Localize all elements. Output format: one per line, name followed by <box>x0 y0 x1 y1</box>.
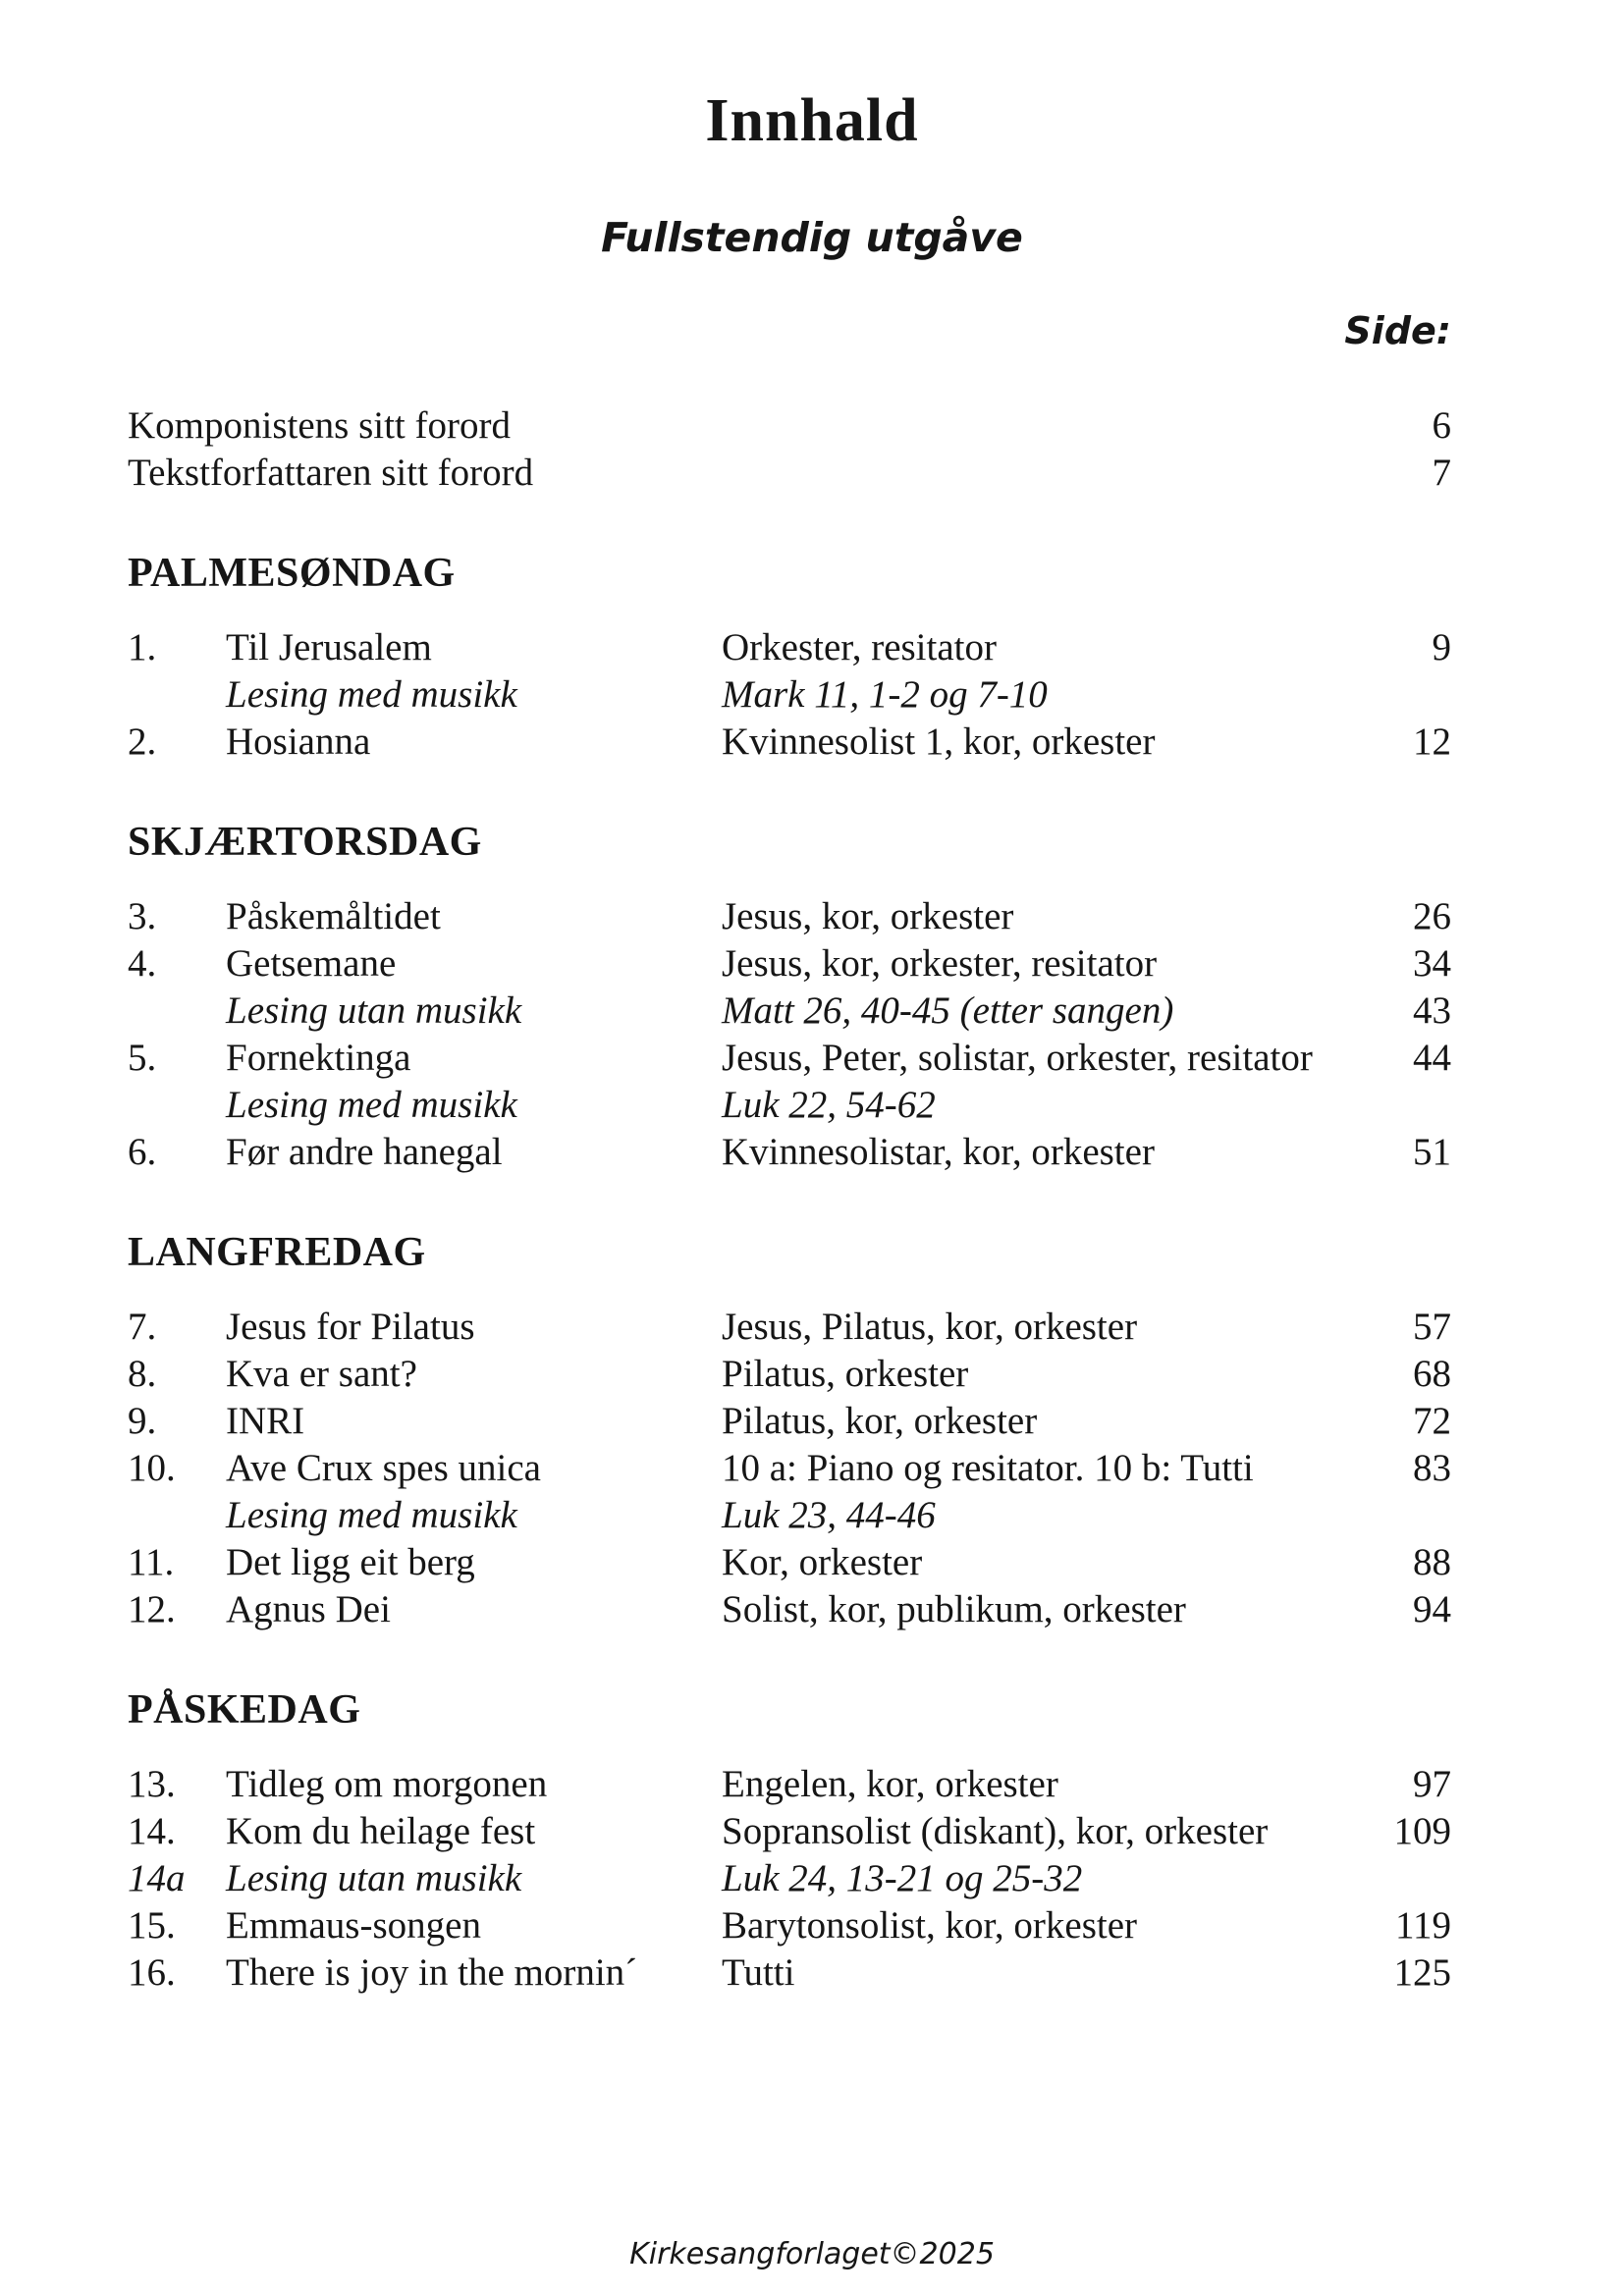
item-performers: Jesus, kor, orkester, resitator <box>722 942 1158 985</box>
toc-row <box>128 1445 1451 1492</box>
item-title: Getsemane <box>226 942 397 985</box>
toc-row <box>128 1492 1451 1539</box>
item-page: 83 <box>1413 1447 1451 1489</box>
item-page: 88 <box>1413 1541 1451 1583</box>
item-page: 72 <box>1413 1400 1451 1442</box>
item-page: 44 <box>1413 1037 1451 1079</box>
item-performers: Kvinnesolistar, kor, orkester <box>722 1131 1155 1173</box>
front-matter-list <box>128 402 1451 497</box>
item-performers: Kvinnesolist 1, kor, orkester <box>722 721 1156 763</box>
item-page <box>1363 1492 1451 1539</box>
item-performers: Orkester, resitator <box>722 626 997 668</box>
section-heading: PÅSKEDAG <box>128 1687 361 1733</box>
item-number: 10. <box>128 1447 176 1489</box>
item-title: Fornektinga <box>226 1037 411 1079</box>
item-number: 16. <box>128 1951 176 1994</box>
page-subtitle: Fullstendig utgåve <box>601 214 1023 261</box>
toc-row <box>128 1035 1451 1082</box>
toc-row <box>128 1949 1451 1997</box>
front-matter-title: Komponistens sitt forord <box>128 404 511 447</box>
item-performers: Tutti <box>722 1951 795 1994</box>
section-rows <box>128 1304 1451 1633</box>
item-performers: Luk 23, 44-46 <box>722 1494 936 1536</box>
item-performers: Solist, kor, publikum, orkester <box>722 1588 1186 1630</box>
toc-row <box>128 1304 1451 1351</box>
section-rows <box>128 893 1451 1176</box>
front-matter-row <box>128 450 1451 497</box>
section-heading: LANGFREDAG <box>128 1230 426 1275</box>
item-title: Emmaus-songen <box>226 1904 481 1947</box>
item-title: Lesing med musikk <box>226 1494 517 1536</box>
front-matter-page: 7 <box>1432 452 1451 494</box>
item-page: 57 <box>1413 1306 1451 1348</box>
item-performers: Sopransolist (diskant), kor, orkester <box>722 1810 1269 1852</box>
item-page: 125 <box>1393 1951 1451 1994</box>
toc-row <box>128 1398 1451 1445</box>
item-title: Lesing med musikk <box>226 1084 517 1126</box>
item-title: Kva er sant? <box>226 1353 417 1395</box>
item-number: 3. <box>128 895 157 937</box>
toc-row <box>128 1586 1451 1633</box>
toc-row <box>128 1082 1451 1129</box>
section-heading: SKJÆRTORSDAG <box>128 820 482 865</box>
item-number: 6. <box>128 1131 157 1173</box>
item-title: Hosianna <box>226 721 371 763</box>
toc-row <box>128 1902 1451 1949</box>
item-page: 94 <box>1413 1588 1451 1630</box>
item-page: 97 <box>1413 1763 1451 1805</box>
item-performers: Pilatus, orkester <box>722 1353 969 1395</box>
item-title: Lesing utan musikk <box>226 1857 522 1899</box>
item-page <box>1363 1082 1451 1129</box>
item-number: 9. <box>128 1400 157 1442</box>
item-page: 9 <box>1432 626 1451 668</box>
section-rows <box>128 1761 1451 1997</box>
toc-row <box>128 988 1451 1035</box>
toc-row <box>128 1808 1451 1855</box>
item-title: Påskemåltidet <box>226 895 441 937</box>
item-number <box>128 1492 226 1539</box>
page-title: Innhald <box>705 87 919 154</box>
toc-row <box>128 1539 1451 1586</box>
item-page: 119 <box>1394 1904 1451 1947</box>
item-page: 26 <box>1413 895 1451 937</box>
item-number: 15. <box>128 1904 176 1947</box>
front-matter-row <box>128 402 1451 450</box>
item-title: Tidleg om morgonen <box>226 1763 548 1805</box>
item-page <box>1363 671 1451 719</box>
sections-list <box>128 552 1451 1997</box>
item-number: 8. <box>128 1353 157 1395</box>
toc-row <box>128 1351 1451 1398</box>
toc-row <box>128 1855 1451 1902</box>
side-column-label: Side: <box>1344 309 1451 352</box>
front-matter-title: Tekstforfattaren sitt forord <box>128 452 534 494</box>
item-number: 14. <box>128 1810 176 1852</box>
item-title: Det ligg eit berg <box>226 1541 475 1583</box>
section <box>128 1231 1451 1633</box>
item-number: 5. <box>128 1037 157 1079</box>
item-title: There is joy in the mornin´ <box>226 1951 638 1994</box>
item-title: Agnus Dei <box>226 1588 391 1630</box>
item-title: INRI <box>226 1400 305 1442</box>
toc-row <box>128 1761 1451 1808</box>
section <box>128 1688 1451 1997</box>
item-performers: Mark 11, 1-2 og 7-10 <box>722 673 1048 716</box>
item-performers: Engelen, kor, orkester <box>722 1763 1058 1805</box>
item-performers: Pilatus, kor, orkester <box>722 1400 1038 1442</box>
toc-row <box>128 940 1451 988</box>
item-page: 109 <box>1393 1810 1451 1852</box>
section <box>128 821 1451 1176</box>
item-page: 43 <box>1413 989 1451 1032</box>
item-performers: Luk 24, 13-21 og 25-32 <box>722 1857 1083 1899</box>
item-page: 12 <box>1413 721 1451 763</box>
item-performers: Kor, orkester <box>722 1541 923 1583</box>
item-performers: Matt 26, 40-45 (etter sangen) <box>722 989 1174 1032</box>
item-title: Jesus for Pilatus <box>226 1306 475 1348</box>
item-number: 13. <box>128 1763 176 1805</box>
item-performers: Barytonsolist, kor, orkester <box>722 1904 1138 1947</box>
item-number: 14a <box>128 1857 186 1899</box>
item-page: 34 <box>1413 942 1451 985</box>
toc-row <box>128 1129 1451 1176</box>
front-matter-page: 6 <box>1432 404 1451 447</box>
item-number: 7. <box>128 1306 157 1348</box>
item-number: 1. <box>128 626 157 668</box>
toc-row <box>128 893 1451 940</box>
item-number <box>128 671 226 719</box>
footer-imprint: Kirkesangforlaget©2025 <box>629 2237 995 2271</box>
item-number: 2. <box>128 721 157 763</box>
item-title: Før andre hanegal <box>226 1131 503 1173</box>
item-performers: Jesus, kor, orkester <box>722 895 1014 937</box>
section-heading: PALMESØNDAG <box>128 551 456 596</box>
toc-row <box>128 624 1451 671</box>
item-page <box>1363 1855 1451 1902</box>
item-performers: Jesus, Peter, solistar, orkester, resitator <box>722 1037 1313 1079</box>
toc-row <box>128 719 1451 766</box>
item-performers: Luk 22, 54-62 <box>722 1084 936 1126</box>
item-title: Lesing med musikk <box>226 673 517 716</box>
item-title: Ave Crux spes unica <box>226 1447 541 1489</box>
item-page: 51 <box>1413 1131 1451 1173</box>
item-number <box>128 1082 226 1129</box>
item-title: Kom du heilage fest <box>226 1810 536 1852</box>
item-title: Til Jerusalem <box>226 626 432 668</box>
section-rows <box>128 624 1451 766</box>
item-page: 68 <box>1413 1353 1451 1395</box>
item-number <box>128 988 226 1035</box>
section <box>128 552 1451 766</box>
item-number: 4. <box>128 942 157 985</box>
item-performers: Jesus, Pilatus, kor, orkester <box>722 1306 1138 1348</box>
toc-row <box>128 671 1451 719</box>
item-number: 11. <box>128 1541 175 1583</box>
item-number: 12. <box>128 1588 176 1630</box>
item-title: Lesing utan musikk <box>226 989 522 1032</box>
item-performers: 10 a: Piano og resitator. 10 b: Tutti <box>722 1447 1254 1489</box>
